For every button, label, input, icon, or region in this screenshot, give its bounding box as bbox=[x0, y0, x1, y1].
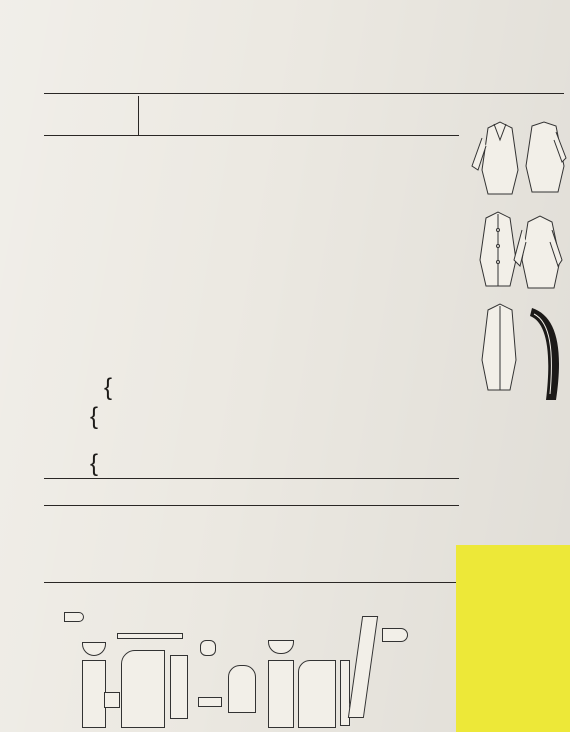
pattern-piece-front-de bbox=[298, 660, 336, 728]
view-a-front-sketch bbox=[472, 122, 518, 194]
brace: { bbox=[104, 374, 113, 401]
pattern-piece-collar bbox=[64, 612, 84, 622]
brace: { bbox=[90, 403, 99, 430]
pattern-piece-scarf-tie bbox=[382, 628, 408, 642]
scarf-d-sketch bbox=[530, 308, 559, 400]
divider bbox=[44, 505, 459, 506]
pattern-piece-cuff bbox=[198, 697, 222, 707]
pattern-piece-back-de bbox=[268, 660, 294, 728]
divider bbox=[138, 96, 139, 136]
pattern-piece-back-facing bbox=[82, 642, 106, 656]
divider bbox=[44, 135, 459, 136]
view-b-front-sketch bbox=[480, 212, 516, 286]
view-a-back-sketch bbox=[526, 122, 566, 192]
pattern-piece-lace bbox=[117, 633, 183, 639]
view-sketches bbox=[460, 110, 570, 410]
divider bbox=[44, 93, 564, 94]
divider bbox=[44, 478, 459, 479]
pattern-piece-back-facing-de bbox=[268, 640, 294, 654]
pattern-piece-pocket bbox=[104, 692, 120, 708]
pattern-piece-front-facing bbox=[170, 655, 188, 719]
view-b-back-sketch bbox=[514, 216, 562, 288]
divider bbox=[44, 582, 459, 583]
pattern-piece-scarf bbox=[348, 616, 378, 718]
pattern-piece-armhole-facing bbox=[200, 640, 216, 656]
pattern-piece-front bbox=[121, 650, 165, 728]
brace: { bbox=[90, 450, 99, 477]
pattern-piece-sleeve bbox=[228, 665, 256, 713]
view-c-sketch bbox=[482, 304, 516, 390]
notions-box bbox=[456, 545, 570, 732]
pattern-piece-back bbox=[82, 660, 106, 728]
